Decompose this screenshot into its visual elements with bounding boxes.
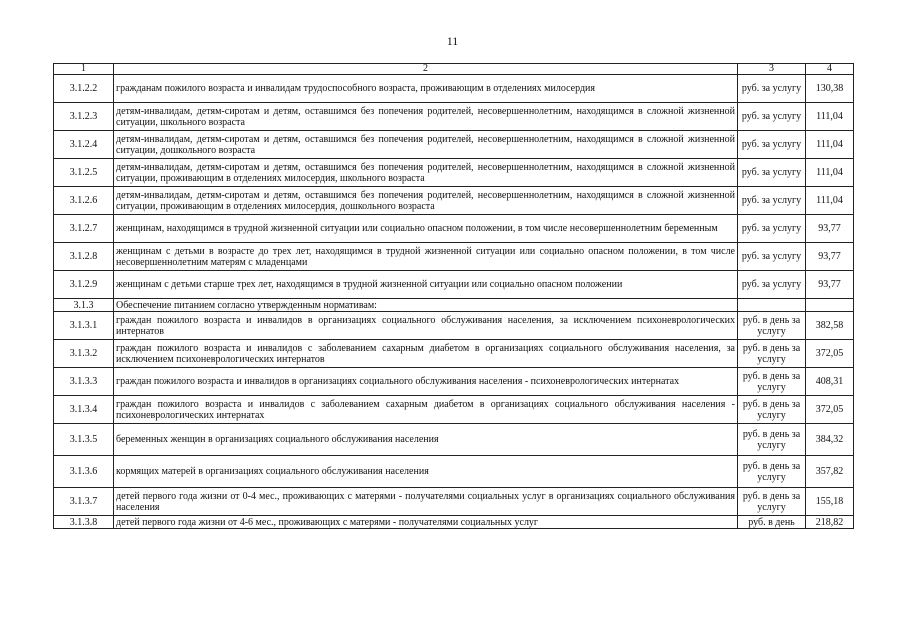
table-row xyxy=(54,312,854,340)
row-unit: руб. за услугу xyxy=(738,243,806,271)
row-description: детям-инвалидам, детям-сиротам и детям, оставшимся без попечения родителей, несовершеннолетним, находящимся в сложной жизненной ситуации, проживающим в отделениях милосердия, дошкольного возраста xyxy=(114,187,738,215)
table-row xyxy=(54,368,854,396)
table-row xyxy=(54,215,854,243)
row-description: детей первого года жизни от 4-6 мес., проживающих с матерями - получателями социальных услуг xyxy=(114,516,738,529)
row-unit: руб. за услугу xyxy=(738,159,806,187)
row-price: 111,04 xyxy=(806,131,854,159)
row-unit: руб. в день за услугу xyxy=(738,424,806,456)
row-code: 3.1.2.7 xyxy=(54,215,114,243)
table-row xyxy=(54,424,854,456)
row-unit: руб. за услугу xyxy=(738,131,806,159)
row-price: 111,04 xyxy=(806,187,854,215)
row-code: 3.1.3 xyxy=(54,299,114,312)
table-row xyxy=(54,456,854,488)
row-description: детям-инвалидам, детям-сиротам и детям, оставшимся без попечения родителей, несовершеннолетним, находящимся в сложной жизненной ситуации, дошкольного возраста xyxy=(114,131,738,159)
row-unit: руб. в день xyxy=(738,516,806,529)
row-price: 130,38 xyxy=(806,75,854,103)
row-unit: руб. за услугу xyxy=(738,271,806,299)
row-description: женщинам с детьми в возрасте до трех лет, находящимся в трудной жизненной ситуации или социально опасном положении, в том числе несовершеннолетним матерям с младенцами xyxy=(114,243,738,271)
row-price: 382,58 xyxy=(806,312,854,340)
row-description: женщинам, находящимся в трудной жизненной ситуации или социально опасном положении, в том числе несовершеннолетним беременным xyxy=(114,215,738,243)
row-price: 384,32 xyxy=(806,424,854,456)
column-number-4: 4 xyxy=(806,64,854,75)
row-price: 372,05 xyxy=(806,340,854,368)
table-row xyxy=(54,340,854,368)
row-description: граждан пожилого возраста и инвалидов в организациях социального обслуживания населения - психоневрологических интернатах xyxy=(114,368,738,396)
table-row xyxy=(54,103,854,131)
row-code: 3.1.2.8 xyxy=(54,243,114,271)
row-description: детям-инвалидам, детям-сиротам и детям, оставшимся без попечения родителей, несовершеннолетним, находящимся в сложной жизненной ситуации, проживающим в отделениях милосердия, школьного возраста xyxy=(114,159,738,187)
row-price: 111,04 xyxy=(806,159,854,187)
row-description: граждан пожилого возраста и инвалидов в организациях социального обслуживания населения, за исключением психоневрологических интернатов xyxy=(114,312,738,340)
row-code: 3.1.2.9 xyxy=(54,271,114,299)
table-row xyxy=(54,243,854,271)
row-price: 93,77 xyxy=(806,243,854,271)
table-row xyxy=(54,488,854,516)
tariff-table xyxy=(53,63,854,529)
row-price: 111,04 xyxy=(806,103,854,131)
column-number-1: 1 xyxy=(54,64,114,75)
row-description: женщинам с детьми старше трех лет, находящимся в трудной жизненной ситуации или социально опасном положении xyxy=(114,271,738,299)
row-unit: руб. за услугу xyxy=(738,103,806,131)
table-row xyxy=(54,131,854,159)
table-row xyxy=(54,396,854,424)
row-code: 3.1.3.7 xyxy=(54,488,114,516)
row-unit: руб. за услугу xyxy=(738,75,806,103)
table-row xyxy=(54,299,854,312)
row-price: 372,05 xyxy=(806,396,854,424)
row-description: Обеспечение питанием согласно утвержденным нормативам: xyxy=(114,299,738,312)
row-price: 93,77 xyxy=(806,271,854,299)
row-unit: руб. за услугу xyxy=(738,215,806,243)
row-code: 3.1.3.6 xyxy=(54,456,114,488)
row-code: 3.1.3.3 xyxy=(54,368,114,396)
row-description: детям-инвалидам, детям-сиротам и детям, оставшимся без попечения родителей, несовершеннолетним, находящимся в сложной жизненной ситуации, школьного возраста xyxy=(114,103,738,131)
row-description: гражданам пожилого возраста и инвалидам трудоспособного возраста, проживающим в отделениях милосердия xyxy=(114,75,738,103)
row-code: 3.1.2.4 xyxy=(54,131,114,159)
row-price: 357,82 xyxy=(806,456,854,488)
row-code: 3.1.3.5 xyxy=(54,424,114,456)
row-code: 3.1.3.4 xyxy=(54,396,114,424)
row-code: 3.1.2.5 xyxy=(54,159,114,187)
row-unit xyxy=(738,299,806,312)
row-code: 3.1.2.2 xyxy=(54,75,114,103)
row-unit: руб. в день за услугу xyxy=(738,312,806,340)
row-price: 93,77 xyxy=(806,215,854,243)
column-number-row xyxy=(54,64,854,75)
row-unit: руб. в день за услугу xyxy=(738,340,806,368)
row-description: беременных женщин в организациях социального обслуживания населения xyxy=(114,424,738,456)
column-number-2: 2 xyxy=(114,64,738,75)
row-description: детей первого года жизни от 0-4 мес., проживающих с матерями - получателями социальных услуг в организациях социального обслуживания населения xyxy=(114,488,738,516)
table-row xyxy=(54,271,854,299)
row-code: 3.1.3.1 xyxy=(54,312,114,340)
table-row xyxy=(54,516,854,529)
row-code: 3.1.2.6 xyxy=(54,187,114,215)
row-description: кормящих матерей в организациях социального обслуживания населения xyxy=(114,456,738,488)
row-unit: руб. в день за услугу xyxy=(738,488,806,516)
row-price: 218,82 xyxy=(806,516,854,529)
row-price xyxy=(806,299,854,312)
table-row xyxy=(54,159,854,187)
table-row xyxy=(54,75,854,103)
column-number-3: 3 xyxy=(738,64,806,75)
row-unit: руб. за услугу xyxy=(738,187,806,215)
page-number: 11 xyxy=(446,34,459,48)
row-code: 3.1.2.3 xyxy=(54,103,114,131)
row-unit: руб. в день за услугу xyxy=(738,396,806,424)
row-description: граждан пожилого возраста и инвалидов с заболеванием сахарным диабетом в организациях социального обслуживания населения, за исключением психоневрологических интернатов xyxy=(114,340,738,368)
row-unit: руб. в день за услугу xyxy=(738,368,806,396)
row-description: граждан пожилого возраста и инвалидов с заболеванием сахарным диабетом в организациях социального обслуживания населения - психоневрологических интернатах xyxy=(114,396,738,424)
row-code: 3.1.3.8 xyxy=(54,516,114,529)
row-price: 408,31 xyxy=(806,368,854,396)
row-price: 155,18 xyxy=(806,488,854,516)
table-row xyxy=(54,187,854,215)
row-unit: руб. в день за услугу xyxy=(738,456,806,488)
row-code: 3.1.3.2 xyxy=(54,340,114,368)
